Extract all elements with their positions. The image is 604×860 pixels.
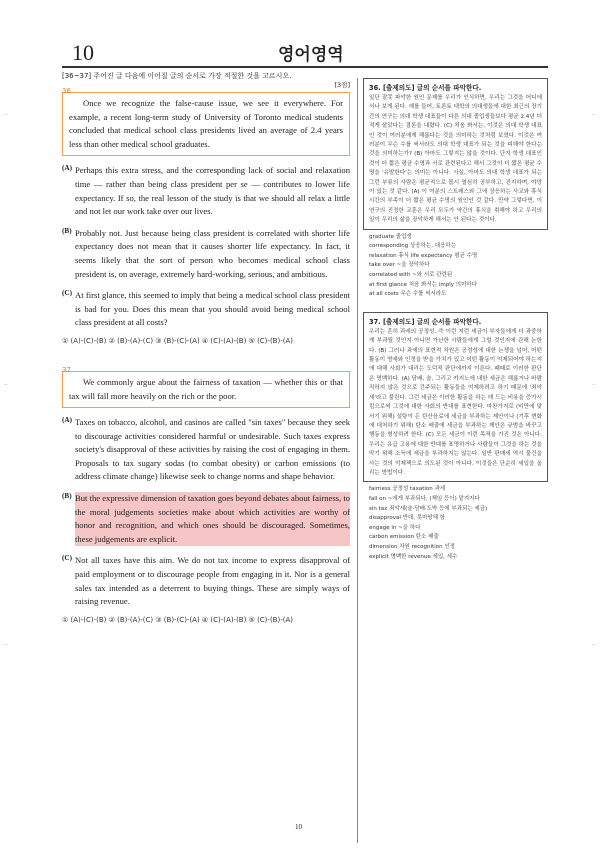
instruction-text: [36~37] 주어진 글 다음에 이어질 글의 순서로 가장 적절한 것을 고르시오. [62, 72, 292, 80]
vocab-item: fairness 공정성 taxation 과세 [369, 486, 446, 493]
q37-heading [62, 359, 350, 374]
answer-37-text: 우리는 흔히 과세의 공정성, 즉 이런 저런 세금이 부자들에게 더 과중하게 부과될 것인지 아니면 가난한 사람들에게 그럴 것인지에 관해 논한다. (B) 그러나 과세의 표현적 차원은 공정성에 대한 논쟁을 넘어, 어떤 활동이 명예와 인정을 받을 가치가 있고 어떤 활동이 억제되어야 하는지에 대해 사회가 내리는 도덕적 판단에까지 이른다. 때때로 이러한 판단은 명백하다. (A) 담배, 술, 그리고 카지노에 대한 세금은 해롭거나 바람직하지 않은 것으로 간주되는 활동들을 억제하려고 하기 때문에 '죄악세'라고 불린다. 그런 세금은 이러한 활동을 하는 데 드는 비용을 증가시킴으로써 그것에 대한 사회의 반대를 표현한다. 마찬가지로 (비만에 맞서기 위해) 설탕이 든 탄산음료에 세금을 부과하는 제안이나 (기후 변화에 대처하기 위해) 탄소 배출에 세금을 부과하는 제안은 규범을 바꾸고 행동을 형성하려 한다. (C) 모든 세금이 이런 목적을 가진 것은 아니다. 우리는 유급 고용에 대한 반대를 표명하거나 사람들이 그것을 하는 것을 막기 위해 소득에 세금을 부과하지는 않는다. 일반 판매세 역시 물건을 사는 것의 억제책으로 의도된 것이 아니다. 이것들은 단순히 세입을 올리는 방법이다. [369, 328, 542, 476]
q36-score: [3점] [334, 81, 350, 89]
q37-b-label: (B) [62, 492, 72, 501]
vocab-item: relaxation 휴식 life expectancy 평균 수명 [369, 252, 478, 259]
questions-column [62, 80, 350, 624]
q36-a-label: (A) [62, 164, 72, 173]
answer-36-box [363, 78, 548, 230]
q36-b-text: Probably not. Just because being class president is correlated with shorter life expectancy does not mean that it causes shorter life expectancy. In fact, it seems likely that the sort of person who becomes medical school class president is, on average, extremely hard-working, serious, and ambitious. [75, 227, 350, 279]
margin-mark: – [592, 380, 596, 388]
q37-a-label: (A) [62, 416, 72, 425]
q36-paragraph-c [62, 289, 350, 330]
answer-36-title: 36. [출제의도] 글의 순서를 파악한다. [369, 84, 482, 92]
q37-c-text: Not all taxes have this aim. We do not tax income to express disapproval of paid employment or to discourage people from engaging in it. Nor is a general sales tax intended as a deterrent to buying things. These are simply ways of raising revenue. [75, 555, 350, 607]
q37-paragraph-b [62, 492, 350, 546]
q37-b-text: But the expressive dimension of taxation goes beyond debates about fairness, to the moral judgements societies make about which activities are worthy of honor and recognition, and which ones should be discouraged. Sometimes, these judgements are explicit. [75, 492, 350, 546]
header-rule [62, 66, 548, 68]
vocab-item: explicit 명백한 revenue 세입, 세수 [369, 553, 458, 560]
answer-column [363, 78, 548, 562]
q37-c-label: (C) [62, 554, 72, 563]
margin-mark: – [4, 110, 8, 118]
vocab-item: graduate 졸업생 [369, 233, 412, 240]
q37-options[interactable]: ① (A)-(C)-(B) ② (B)-(A)-(C) ③ (B)-(C)-(A) ④ (C)-(A)-(B) ⑤ (C)-(B)-(A) [62, 615, 293, 624]
q36-intro-box [62, 92, 350, 156]
q36-options[interactable]: ① (A)-(C)-(B) ② (B)-(A)-(C) ③ (B)-(C)-(A) ④ (C)-(A)-(B) ⑤ (C)-(B)-(A) [62, 336, 293, 345]
margin-mark: – [4, 640, 8, 648]
q37-number: 37 [62, 365, 71, 374]
margin-mark: – [592, 640, 596, 648]
margin-mark: – [4, 380, 8, 388]
page-number: 10 [72, 40, 94, 65]
q36-paragraph-b [62, 227, 350, 281]
q36-c-label: (C) [62, 289, 72, 298]
vocab-item: at first glance 처음 봐서는 imply 의미하다 [369, 281, 478, 288]
q36-intro: Once we recognize the false-cause issue, we see it everywhere. For example, a recent long-term study of University of Toronto medical students concluded that medical school class presidents lived an average of 2.4 years less than other medical school graduates. [69, 98, 343, 149]
column-divider [357, 78, 358, 843]
q37-paragraph-a [62, 416, 350, 484]
q36-paragraph-a [62, 164, 350, 218]
q36-b-label: (B) [62, 226, 72, 235]
vocab-item: at all costs 무슨 수를 써서라도 [369, 291, 447, 298]
q36-a-text: Perhaps this extra stress, and the corresponding lack of social and relaxation time — rather than being class president per se — contributes to lower life expectancy. If so, the real lesson of the study is that we should all relax a little and not let our work take over our lives. [75, 165, 350, 217]
vocab-item: dimension 차원 recognition 인정 [369, 543, 455, 550]
vocab-item: disapproval 반대, 못마땅해 함 [369, 515, 446, 522]
q37-paragraph-c [62, 554, 350, 608]
q36-number: 36 [62, 87, 71, 95]
answer-37-box [363, 312, 548, 483]
q36-heading [62, 80, 350, 95]
vocab-item: carbon emission 탄소 배출 [369, 534, 439, 541]
subject-title: 영어영역 [278, 45, 344, 65]
vocab-item: take over ~을 장악하다 [369, 262, 430, 269]
q37-a-text: Taxes on tobacco, alcohol, and casinos are called "sin taxes" because they seek to discourage activities considered harmful or undesirable. Such taxes express society's disapproval of these activities by raising the cost of engaging in them. Proposals to tax sugary sodas (to combat obesity) or carbon emissions (to address climate change) likewise seek to change norms and shape behavior. [75, 417, 350, 482]
q37-intro: We commonly argue about the fairness of taxation — whether this or that tax will fall more heavily on the rich or the poor. [69, 376, 343, 401]
vocab-item: fall on ~에게 부과되다, (책임 등이) 맡겨지다 [369, 495, 480, 502]
answer-37-title: 37. [출제의도] 글의 순서를 파악한다. [369, 317, 482, 326]
answer-36-text: 일단 잘못 파악한 원인 문제를 우리가 인식하면, 우리는 그것을 어디에서나 보게 된다. 예를 들어, 토론토 대학의 의대생들에 대한 최근의 장기간의 연구는 의대 학생 대표들이 다른 의대 졸업생들보다 평균 2.4년 더 적게 살았다는 결론을 내렸다. (C) 처음 봐서는, 이것은 의대 학생 대표인 것이 여러분에게 해롭다는 것을 의미하는 것처럼 보였다. 이것은 여러분이 무슨 수를 써서라도 의대 학생 대표가 되는 것을 피해야 한다는 것을 의미하는가? (B) 아마도 그렇지는 않을 것이다. 단지 학생 대표인 것이 더 짧은 평균 수명과 서로 관련된다고 해서 그것이 더 짧은 평균 수명을 '유발한다'는 의미는 아니다. 사실, 아마도 의대 학생 대표가 되는 그런 부류의 사람은 평균적으로 몹시 열심히 공부하고, 진지하며, 야망이 있는 것 같다. (A) 이 여분의 스트레스와 그에 상응하는 사교와 휴식 시간의 부족이 더 짧은 평균 수명의 원인인 것 같다. 만약 그렇다면, 이 연구의 진정한 교훈은 우리 모두가 약간의 휴식을 취해야 하고 우리의 일이 우리의 삶을 장악하게 해서는 안 된다는 것이다. [369, 95, 542, 224]
q36-c-text: At first glance, this seemed to imply that being a medical school class president is bad for you. Does this mean that you should avoid being medical school class president at all costs? [75, 290, 350, 328]
margin-mark: – [592, 110, 596, 118]
answer-37-vocab [363, 485, 548, 562]
footer-page-number: 10 [295, 823, 302, 831]
q37-intro-box [62, 371, 350, 408]
answer-36-vocab [363, 233, 548, 300]
vocab-item: engage in ~을 하다 [369, 524, 421, 531]
vocab-item: sin tax 죄악세(술·담배·도박 등에 부과되는 세금) [369, 505, 488, 512]
vocab-item: correlated with ~와 서로 관련된 [369, 272, 453, 279]
vocab-item: corresponding 상응하는, 대응하는 [369, 243, 457, 250]
